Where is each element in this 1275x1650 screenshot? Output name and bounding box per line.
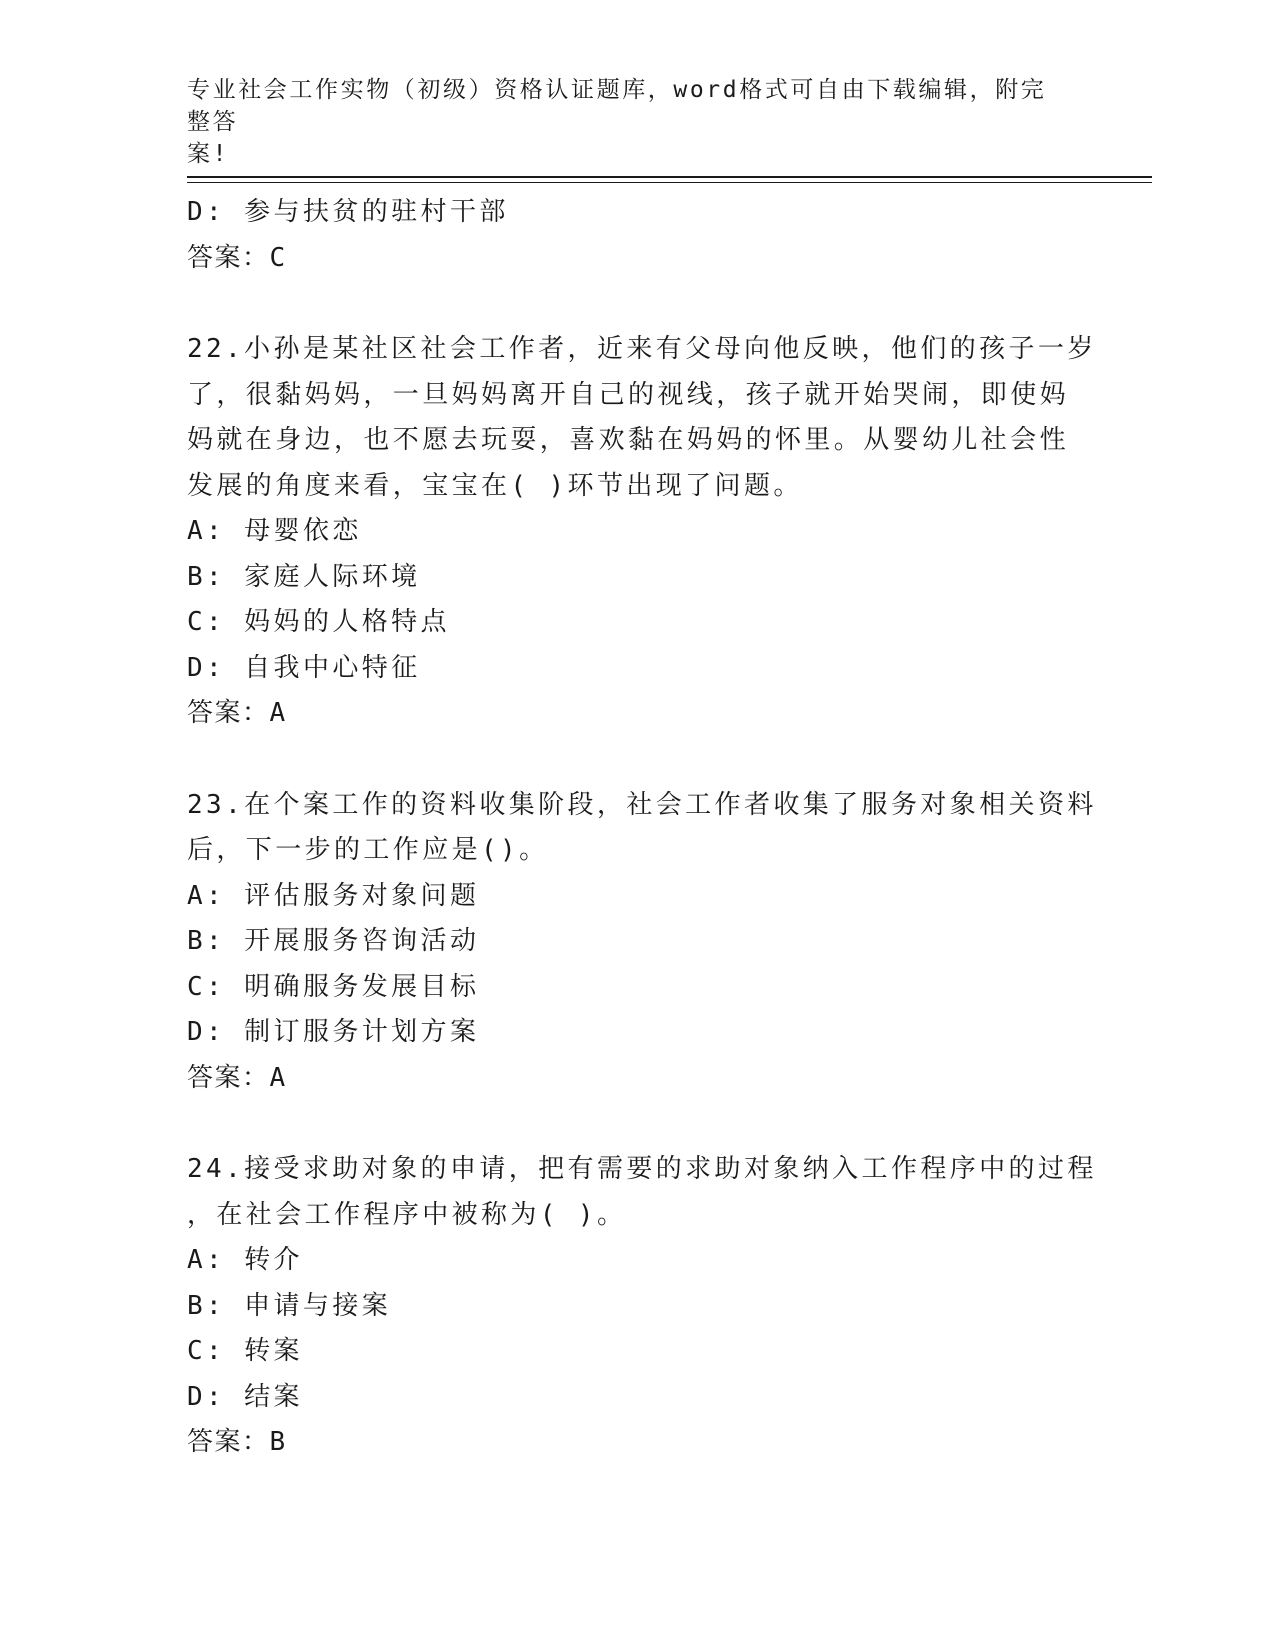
question-stem [187,1147,1097,1238]
option-c: C: 明确服务发展目标 [187,971,480,1002]
header-divider-thick [187,176,1152,178]
answer-value: B [269,1427,287,1457]
option-c: C: 妈妈的人格特点 [187,607,450,637]
question-22 [187,327,1097,737]
question-spacer [187,281,1077,327]
answer-line [187,691,1077,737]
prev-question-tail [187,190,1077,281]
answer-value: C [269,242,287,273]
stem-line: 后，下一步的工作应是()。 [187,835,549,865]
stem-line: 24.接受求助对象的申请，把有需要的求助对象纳入工作程序中的过程 [187,1154,1097,1184]
option-d: D: 制订服务计划方案 [187,1017,480,1047]
answer-line [187,1056,1077,1102]
option-b: B: 家庭人际环境 [187,561,421,592]
question-stem [187,783,1097,874]
header-line-1: 专业社会工作实物（初级）资格认证题库，word格式可自由下载编辑，附完整答 [187,77,1047,135]
option-a: A: 评估服务对象问题 [187,880,480,911]
stem-line: 22.小孙是某社区社会工作者，近来有父母向他反映，他们的孩子一岁 [187,334,1097,364]
answer-label: 答案： [187,1427,270,1457]
question-list [187,190,1097,1466]
answer-label: 答案： [187,698,270,728]
question-stem [187,327,1097,509]
option-d: D: 自我中心特征 [187,652,421,683]
option-b: B: 开展服务咨询活动 [187,926,480,956]
option-a: A: 母婴依恋 [187,516,362,546]
stem-line: ，在社会工作程序中被称为( )。 [187,1199,627,1230]
stem-line: 妈就在身边，也不愿去玩耍，喜欢黏在妈妈的怀里。从婴幼儿社会性 [187,425,1070,455]
header-divider-thin [187,182,1152,183]
answer-label: 答案： [187,242,270,273]
stem-line: 了，很黏妈妈，一旦妈妈离开自己的视线，孩子就开始哭闹，即使妈 [187,379,1070,410]
option-d: D: 参与扶贫的驻村干部 [187,197,509,227]
option-c: C: 转案 [187,1336,303,1366]
answer-line [187,236,1077,282]
stem-line: 发展的角度来看，宝宝在( )环节出现了问题。 [187,470,803,501]
question-spacer [187,1101,1077,1147]
stem-line: 23.在个案工作的资料收集阶段，社会工作者收集了服务对象相关资料 [187,789,1097,820]
option-a: A: 转介 [187,1245,303,1275]
answer-label: 答案： [187,1062,270,1093]
answer-value: A [269,1062,287,1093]
question-24 [187,1147,1097,1466]
answer-line [187,1420,1077,1466]
document-header [187,74,1067,170]
question-23 [187,783,1097,1102]
answer-value: A [269,698,287,728]
option-b: B: 申请与接案 [187,1290,392,1321]
option-d: D: 结案 [187,1381,303,1412]
question-spacer [187,737,1077,783]
header-line-2: 案! [187,141,230,167]
